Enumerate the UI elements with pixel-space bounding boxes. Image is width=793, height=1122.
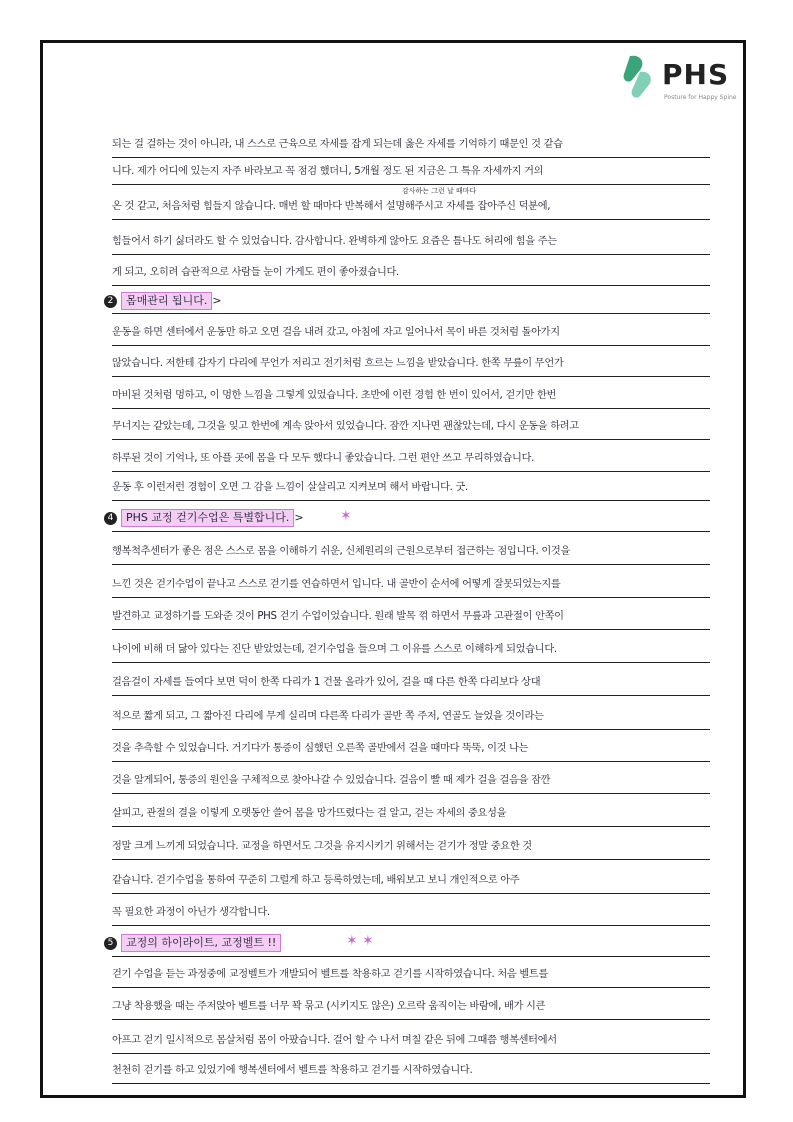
ruled-line (112, 376, 710, 377)
text-line: 아프고 걷기 일시적으로 몸살처럼 몸이 아팠습니다. 걸어 할 수 나서 며칠 같은 뒤에 그때쯤 행복센터에서 (112, 1035, 557, 1046)
ruled-line (112, 184, 710, 185)
ruled-line (112, 597, 710, 598)
ruled-line (112, 219, 710, 220)
text-line: 꼭 필요한 과정이 아닌가 생각합니다. (112, 907, 270, 918)
ruled-line (112, 859, 710, 860)
ruled-line (112, 564, 710, 565)
ruled-line (112, 925, 710, 926)
ruled-line (112, 345, 710, 346)
ruled-line (112, 254, 710, 255)
text-line: 힘들어서 하기 싫더라도 할 수 있었습니다. 감사합니다. 완벽하게 않아도 요즘은 틈나도 허리에 힘을 주는 (112, 236, 557, 247)
text-line: 온 것 같고, 처음처럼 힘들지 않습니다. 매번 할 때마다 반복해서 설명해주시고 자세를 잡아주신 덕분에, (112, 201, 551, 212)
ruled-line (112, 471, 710, 472)
ruled-line (112, 439, 710, 440)
section-heading (104, 934, 281, 952)
ruled-line (112, 893, 710, 894)
ruled-line (112, 729, 710, 730)
star-icon: ✶ (340, 508, 352, 524)
ruled-line (112, 531, 710, 532)
text-line: 같습니다. 걷기수업을 통하여 꾸준히 그럴게 하고 등록하였는데, 배워보고 보니 개인적으로 아주 (112, 875, 520, 886)
section-heading (104, 509, 304, 527)
text-line: 것을 알게되어, 통증의 원인을 구체적으로 찾아나갈 수 있었습니다. 걸음이 빨 때 제가 걸을 걸음을 잠깐 (112, 775, 551, 786)
logo-tagline: Posture for Happy Spine (664, 94, 737, 101)
ruled-line (112, 500, 710, 501)
text-line: 적으로 짧게 되고, 그 짧아진 다리에 무게 실리며 다른쪽 다리가 골반 쪽 주저, 연골도 늘었을 것이라는 (112, 711, 544, 722)
logo-wordmark: PHS (662, 58, 730, 91)
text-line: 운동을 하면 센터에서 운동만 하고 오면 걸음 내려 갔고, 아침에 자고 일어나서 목이 바른 것처럼 돌아가지 (112, 327, 560, 338)
text-line: 운동 후 이런저런 경험이 오면 그 감을 느낌이 살살리고 지켜보며 해서 바랍니다. 굿. (112, 482, 468, 493)
text-line: 되는 걸 걸하는 것이 아니라, 내 스스로 근육으로 자세를 잡게 되는데 옳은 자세를 기억하기 때문인 것 같습 (112, 139, 563, 150)
ruled-line (112, 157, 710, 158)
text-line: 걷기 수업을 듣는 과정중에 교정벨트가 개발되어 벨트를 착용하고 걷기를 시작하였습니다. 처음 벨트를 (112, 969, 548, 980)
ruled-line (112, 662, 710, 663)
star-icon: ✶ (346, 933, 358, 949)
section-number: 2 (104, 295, 117, 308)
text-line: 걸음걸이 자세를 들여다 보면 덕이 한쪽 다리가 1 건물 올라가 있어, 걸을 때 다른 한쪽 다리보다 상대 (112, 677, 541, 688)
ruled-line (112, 695, 710, 696)
text-line: 않았습니다. 저한테 갑자기 다리에 무언가 저리고 전기처럼 흐르는 느낌을 받았습니다. 한쪽 무릎이 무언가 (112, 358, 564, 369)
section-number: 4 (104, 512, 117, 525)
ruled-line (112, 956, 710, 957)
section-title: 몸매관리 됩니다. (121, 292, 212, 310)
ruled-line (112, 408, 710, 409)
text-line: 살피고, 관절의 결을 이렇게 오랫동안 쓸어 몸을 망가뜨렸다는 걸 알고, 걷는 자세의 중요성을 (112, 808, 507, 819)
phs-logo-icon (620, 54, 656, 100)
text-line: 그냥 착용했을 때는 주저앉아 벨트를 너무 꽉 묶고 (시키지도 않은) 오르락 움직이는 바람에, 배가 시큰 (112, 1001, 546, 1012)
ruled-line (112, 629, 710, 630)
text-line: 행복척추센터가 좋은 점은 스스로 몸을 이해하기 쉬운, 신체원리의 근원으로부터 접근하는 점입니다. 이것을 (112, 546, 571, 557)
section-heading (104, 292, 222, 310)
text-line: 천천히 걷기를 하고 있었기에 행복센터에서 벨트를 착용하고 걷기를 시작하였습니다. (112, 1065, 473, 1076)
ruled-line (112, 1019, 710, 1020)
text-line: 니다. 제가 어디에 있는지 자주 바라보고 꼭 점검 했더니, 5개월 정도 된 지금은 그 특유 자세까지 거의 (112, 166, 544, 177)
phs-logo (620, 52, 770, 108)
ruled-line (112, 313, 710, 314)
ruled-line (112, 793, 710, 794)
text-line: 무너지는 같았는데, 그것을 잊고 한번에 계속 앉아서 있었습니다. 잠깐 지나면 괜찮았는데, 다시 운동을 하려고 (112, 421, 579, 432)
ruled-line (112, 1083, 710, 1084)
text-line: 느낀 것은 걷기수업이 끝나고 스스로 걷기를 연습하면서 입니다. 내 골반이 순서에 어떻게 잘못되었는지를 (112, 579, 561, 590)
section-title: 교정의 하이라이트, 교정벨트 !! (121, 934, 281, 952)
section-number: 5 (104, 937, 117, 950)
text-line: 것을 추측할 수 있었습니다. 거기다가 통증이 심했던 오른쪽 골반에서 걸을 때마다 뚝뚝, 이것 나는 (112, 743, 529, 754)
section-suffix: > (294, 511, 304, 524)
text-line: 하루된 것이 기억나, 또 아플 곳에 몸을 다 모두 했다니 좋았습니다. 그런 편안 쓰고 무리하였습니다. (112, 453, 535, 464)
text-line: 게 되고, 오히려 습관적으로 사람들 눈이 가게도 편이 좋아졌습니다. (112, 267, 399, 278)
ruled-line (112, 987, 710, 988)
ruled-line (112, 1053, 710, 1054)
ruled-line (112, 826, 710, 827)
text-line: 발견하고 교정하기를 도와준 것이 PHS 걷기 수업이었습니다. 원래 발목 꺾 하면서 무릎과 고관절이 안쪽이 (112, 611, 564, 622)
text-line: 나이에 비해 더 닳아 있다는 진단 받았었는데, 걷기수업을 들으며 그 이유를 스스로 이해하게 되었습니다. (112, 644, 557, 655)
ruled-line (112, 285, 710, 286)
text-line: 마비된 것처럼 멍하고, 이 멍한 느낌을 그렇게 있었습니다. 초반에 이런 경험 한 번이 있어서, 걷기만 한번 (112, 390, 557, 401)
section-suffix: > (212, 294, 222, 307)
section-title: PHS 교정 걷기수업은 특별합니다. (121, 509, 294, 527)
star-icon: ✶ (362, 933, 374, 949)
text-line: 정말 크게 느끼게 되었습니다. 교정을 하면서도 그것을 유지시키기 위해서는 걷기가 정말 중요한 것 (112, 841, 532, 852)
inserted-note: 감사하는 그런 날 때마다 (402, 187, 477, 195)
ruled-line (112, 761, 710, 762)
